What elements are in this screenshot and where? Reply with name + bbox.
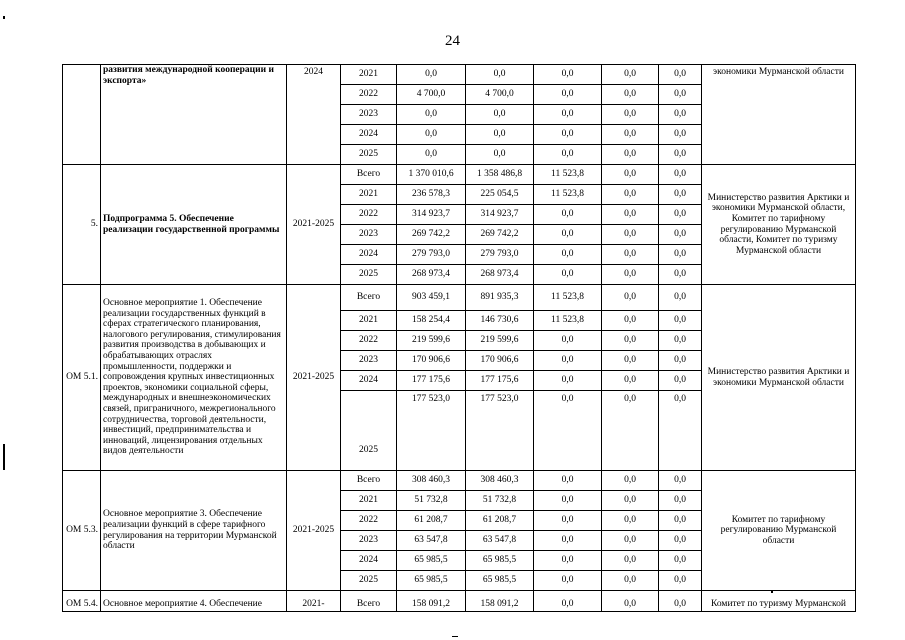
value-cell: 0,0 xyxy=(659,265,702,285)
value-cell: 0,0 xyxy=(659,531,702,551)
value-cell: 0,0 xyxy=(659,471,702,491)
value-cell: 0,0 xyxy=(602,205,659,225)
period: 2021-2025 xyxy=(287,471,341,591)
value-cell: 65 985,5 xyxy=(466,571,534,591)
row-number: ОМ 5.3. xyxy=(63,471,101,591)
value-cell: 63 547,8 xyxy=(397,531,466,551)
value-cell: 51 732,8 xyxy=(466,491,534,511)
year-cell: 2021 xyxy=(341,65,397,85)
year-cell: 2021 xyxy=(341,491,397,511)
value-cell: 65 985,5 xyxy=(397,551,466,571)
table-row xyxy=(63,471,856,491)
row-number: 5. xyxy=(63,165,101,285)
value-cell: 219 599,6 xyxy=(397,331,466,351)
executor: Министерство развития Арктики и экономики Мурманской области, Комитет по тарифному регулированию Мурманской области, Комитет по туризму Мурманской области xyxy=(702,165,856,285)
value-cell: 0,0 xyxy=(397,125,466,145)
value-cell: 0,0 xyxy=(659,125,702,145)
value-cell: 51 732,8 xyxy=(397,491,466,511)
year-cell: 2023 xyxy=(341,531,397,551)
year-cell: 2024 xyxy=(341,551,397,571)
value-cell: 63 547,8 xyxy=(466,531,534,551)
year-cell: 2021 xyxy=(341,311,397,331)
value-cell: 0,0 xyxy=(602,245,659,265)
value-cell: 0,0 xyxy=(534,391,602,471)
value-cell: 0,0 xyxy=(659,391,702,471)
value-cell: 236 578,3 xyxy=(397,185,466,205)
value-cell: 0,0 xyxy=(534,225,602,245)
value-cell: 0,0 xyxy=(602,105,659,125)
value-cell: 0,0 xyxy=(659,85,702,105)
program-name: Подпрограмма 5. Обеспечение реализации государственной программы xyxy=(101,165,287,285)
value-cell: 308 460,3 xyxy=(397,471,466,491)
value-cell: 0,0 xyxy=(602,125,659,145)
year-cell: 2023 xyxy=(341,105,397,125)
executor: Комитет по тарифному регулированию Мурманской области xyxy=(702,471,856,591)
period: 2021- xyxy=(287,591,341,612)
table-row xyxy=(63,591,856,612)
value-cell: 158 091,2 xyxy=(466,591,534,612)
value-cell: 0,0 xyxy=(534,591,602,612)
value-cell: 65 985,5 xyxy=(397,571,466,591)
value-cell: 0,0 xyxy=(534,85,602,105)
year-cell: 2024 xyxy=(341,125,397,145)
period: 2021-2025 xyxy=(287,285,341,471)
value-cell: 0,0 xyxy=(534,65,602,85)
value-cell: 0,0 xyxy=(466,65,534,85)
value-cell: 0,0 xyxy=(659,511,702,531)
year-cell: 2022 xyxy=(341,331,397,351)
table-row xyxy=(63,65,856,85)
value-cell: 177 175,6 xyxy=(397,371,466,391)
row-number: ОМ 5.4. xyxy=(63,591,101,612)
value-cell: 0,0 xyxy=(602,311,659,331)
value-cell: 0,0 xyxy=(602,65,659,85)
value-cell: 0,0 xyxy=(534,351,602,371)
scan-mark-top xyxy=(3,16,5,19)
value-cell: 177 523,0 xyxy=(397,391,466,471)
scan-dot xyxy=(771,591,773,593)
value-cell: 0,0 xyxy=(602,351,659,371)
value-cell: 0,0 xyxy=(534,511,602,531)
value-cell: 0,0 xyxy=(602,531,659,551)
value-cell: 308 460,3 xyxy=(466,471,534,491)
year-cell: 2022 xyxy=(341,511,397,531)
value-cell: 0,0 xyxy=(659,331,702,351)
value-cell: 0,0 xyxy=(534,571,602,591)
value-cell: 0,0 xyxy=(659,245,702,265)
value-cell: 0,0 xyxy=(602,491,659,511)
program-name: Основное мероприятие 1. Обеспечение реализации государственных функций в сферах стратегического планирования, налогового регулирования, стимулирования развития производства в добывающих и обрабатывающих отраслях промышленности, поддержки и сопровождения крупных инвестиционных проектов, экономики социальной сферы, международных и внешнеэкономических связей, приграничного, межрегионального сотрудничества, торговой деятельности, инвестиций, предпринимательства и инноваций, лицензирования отдельных видов деятельности xyxy=(101,285,287,471)
program-name: Основное мероприятие 3. Обеспечение реализации функций в сфере тарифного регулирования на территории Мурманской области xyxy=(101,471,287,591)
value-cell: 314 923,7 xyxy=(466,205,534,225)
value-cell: 0,0 xyxy=(659,105,702,125)
value-cell: 0,0 xyxy=(659,351,702,371)
year-cell: 2025 xyxy=(341,571,397,591)
year-cell: 2024 xyxy=(341,371,397,391)
year-cell: 2023 xyxy=(341,351,397,371)
year-cell: 2022 xyxy=(341,205,397,225)
value-cell: 0,0 xyxy=(602,591,659,612)
value-cell: 0,0 xyxy=(397,145,466,165)
page-number: 24 xyxy=(445,33,460,49)
value-cell: 0,0 xyxy=(534,145,602,165)
value-cell: 0,0 xyxy=(659,371,702,391)
value-cell: 268 973,4 xyxy=(397,265,466,285)
value-cell: 0,0 xyxy=(659,285,702,311)
budget-table-body xyxy=(63,65,856,612)
value-cell: 903 459,1 xyxy=(397,285,466,311)
value-cell: 11 523,8 xyxy=(534,165,602,185)
executor: Министерство развития Арктики и экономики Мурманской области xyxy=(702,285,856,471)
value-cell: 0,0 xyxy=(659,225,702,245)
value-cell: 0,0 xyxy=(534,105,602,125)
value-cell: 0,0 xyxy=(466,145,534,165)
value-cell: 269 742,2 xyxy=(397,225,466,245)
value-cell: 146 730,6 xyxy=(466,311,534,331)
year-cell: 2023 xyxy=(341,225,397,245)
value-cell: 177 175,6 xyxy=(466,371,534,391)
value-cell: 0,0 xyxy=(659,145,702,165)
value-cell: 0,0 xyxy=(534,205,602,225)
value-cell: 11 523,8 xyxy=(534,185,602,205)
value-cell: 269 742,2 xyxy=(466,225,534,245)
value-cell: 61 208,7 xyxy=(397,511,466,531)
value-cell: 0,0 xyxy=(466,105,534,125)
scan-mark-bottom xyxy=(452,636,458,637)
year-cell: Всего xyxy=(341,285,397,311)
value-cell: 0,0 xyxy=(534,245,602,265)
executor: экономики Мурманской области xyxy=(702,65,856,165)
table-row xyxy=(63,165,856,185)
value-cell: 0,0 xyxy=(397,65,466,85)
value-cell: 0,0 xyxy=(534,371,602,391)
year-cell: 2025 xyxy=(341,145,397,165)
year-cell: 2025 xyxy=(341,265,397,285)
value-cell: 1 370 010,6 xyxy=(397,165,466,185)
value-cell: 279 793,0 xyxy=(466,245,534,265)
value-cell: 61 208,7 xyxy=(466,511,534,531)
row-number: ОМ 5.1. xyxy=(63,285,101,471)
table-row xyxy=(63,285,856,311)
program-name: Основное мероприятие 4. Обеспечение xyxy=(101,591,287,612)
value-cell: 0,0 xyxy=(659,205,702,225)
budget-table xyxy=(62,64,856,612)
value-cell: 0,0 xyxy=(602,571,659,591)
value-cell: 170 906,6 xyxy=(466,351,534,371)
value-cell: 0,0 xyxy=(659,165,702,185)
year-cell: 2022 xyxy=(341,85,397,105)
period: 2021-2025 xyxy=(287,165,341,285)
value-cell: 0,0 xyxy=(659,571,702,591)
value-cell: 0,0 xyxy=(534,265,602,285)
value-cell: 0,0 xyxy=(602,225,659,245)
value-cell: 0,0 xyxy=(602,331,659,351)
program-name: развития международной кооперации и экспорта» xyxy=(101,65,287,165)
value-cell: 1 358 486,8 xyxy=(466,165,534,185)
value-cell: 0,0 xyxy=(659,185,702,205)
value-cell: 0,0 xyxy=(534,125,602,145)
value-cell: 0,0 xyxy=(534,471,602,491)
year-cell: Всего xyxy=(341,165,397,185)
value-cell: 314 923,7 xyxy=(397,205,466,225)
value-cell: 279 793,0 xyxy=(397,245,466,265)
value-cell: 0,0 xyxy=(659,491,702,511)
value-cell: 4 700,0 xyxy=(466,85,534,105)
value-cell: 891 935,3 xyxy=(466,285,534,311)
value-cell: 0,0 xyxy=(602,371,659,391)
value-cell: 0,0 xyxy=(659,65,702,85)
value-cell: 0,0 xyxy=(659,591,702,612)
value-cell: 158 091,2 xyxy=(397,591,466,612)
value-cell: 158 254,4 xyxy=(397,311,466,331)
value-cell: 170 906,6 xyxy=(397,351,466,371)
row-number xyxy=(63,65,101,165)
scan-mark-left xyxy=(3,444,5,470)
value-cell: 0,0 xyxy=(534,331,602,351)
year-cell: Всего xyxy=(341,591,397,612)
value-cell: 0,0 xyxy=(602,145,659,165)
year-cell: 2024 xyxy=(341,245,397,265)
value-cell: 0,0 xyxy=(466,125,534,145)
value-cell: 0,0 xyxy=(534,551,602,571)
value-cell: 11 523,8 xyxy=(534,285,602,311)
value-cell: 0,0 xyxy=(602,391,659,471)
value-cell: 0,0 xyxy=(397,105,466,125)
value-cell: 219 599,6 xyxy=(466,331,534,351)
value-cell: 177 523,0 xyxy=(466,391,534,471)
value-cell: 0,0 xyxy=(534,531,602,551)
value-cell: 0,0 xyxy=(602,511,659,531)
year-cell: 2021 xyxy=(341,185,397,205)
period: 2024 xyxy=(287,65,341,165)
year-cell: Всего xyxy=(341,471,397,491)
value-cell: 0,0 xyxy=(534,491,602,511)
value-cell: 4 700,0 xyxy=(397,85,466,105)
value-cell: 0,0 xyxy=(659,551,702,571)
value-cell: 0,0 xyxy=(602,85,659,105)
value-cell: 65 985,5 xyxy=(466,551,534,571)
value-cell: 268 973,4 xyxy=(466,265,534,285)
value-cell: 225 054,5 xyxy=(466,185,534,205)
value-cell: 0,0 xyxy=(602,471,659,491)
value-cell: 0,0 xyxy=(602,165,659,185)
value-cell: 0,0 xyxy=(659,311,702,331)
value-cell: 11 523,8 xyxy=(534,311,602,331)
value-cell: 0,0 xyxy=(602,285,659,311)
value-cell: 0,0 xyxy=(602,551,659,571)
value-cell: 0,0 xyxy=(602,265,659,285)
value-cell: 0,0 xyxy=(602,185,659,205)
executor: Комитет по туризму Мурманской xyxy=(702,591,856,612)
year-cell: 2025 xyxy=(341,391,397,471)
